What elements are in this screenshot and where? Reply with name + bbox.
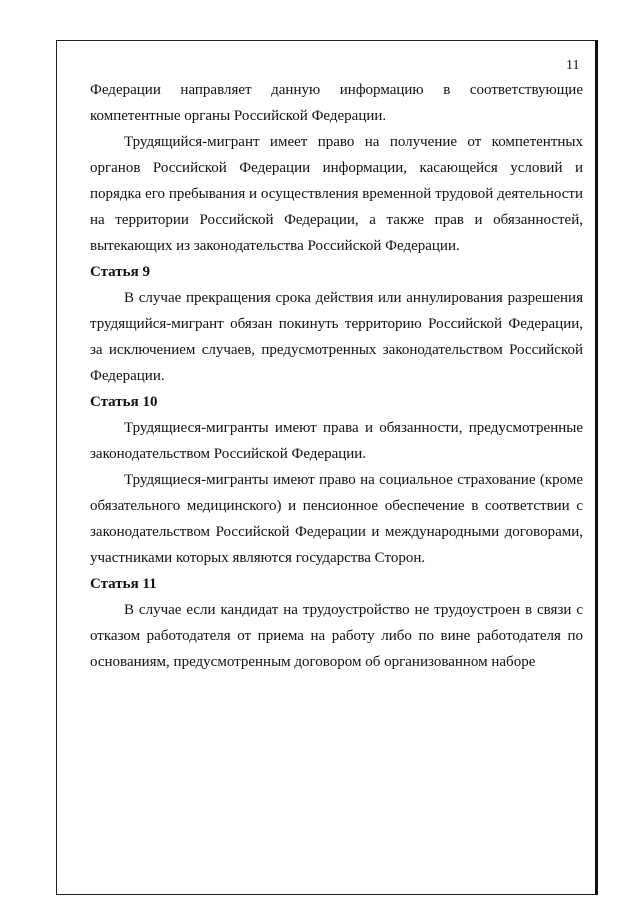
article-11-paragraph: В случае если кандидат на трудоустройство не трудоустроен в связи с отказом работодателя от приема на работу либо по вине работодателя по основаниям, предусмотренным договором об организованном наборе [90, 602, 583, 670]
article-9-heading: Статья 9 [90, 264, 150, 280]
page-number: 11 [566, 58, 580, 73]
article-11-heading: Статья 11 [90, 576, 157, 592]
article-10-paragraph-1: Трудящиеся-мигранты имеют права и обязанности, предусмотренные законодательством Российской Федерации. [90, 420, 583, 462]
article-10-heading: Статья 10 [90, 394, 158, 410]
paragraph-continuation: Федерации направляет данную информацию в соответствующие компетентные органы Российской Федерации. [90, 82, 583, 124]
document-body [90, 77, 583, 675]
paragraph-migrant-info-right: Трудящийся-мигрант имеет право на получение от компетентных органов Российской Федерации информации, касающейся условий и порядка его пребывания и осуществления временной трудовой деятельности на территории Российской Федерации, а также прав и обязанностей, вытекающих из законодательства Российской Федерации. [90, 134, 583, 254]
article-9-paragraph: В случае прекращения срока действия или аннулирования разрешения трудящийся-мигрант обязан покинуть территорию Российской Федерации, за исключением случаев, предусмотренных законодательством Российской Федерации. [90, 290, 583, 384]
article-10-paragraph-2: Трудящиеся-мигранты имеют право на социальное страхование (кроме обязательного медицинского) и пенсионное обеспечение в соответствии с законодательством Российской Федерации и международными договорами, участниками которых являются государства Сторон. [90, 472, 583, 566]
